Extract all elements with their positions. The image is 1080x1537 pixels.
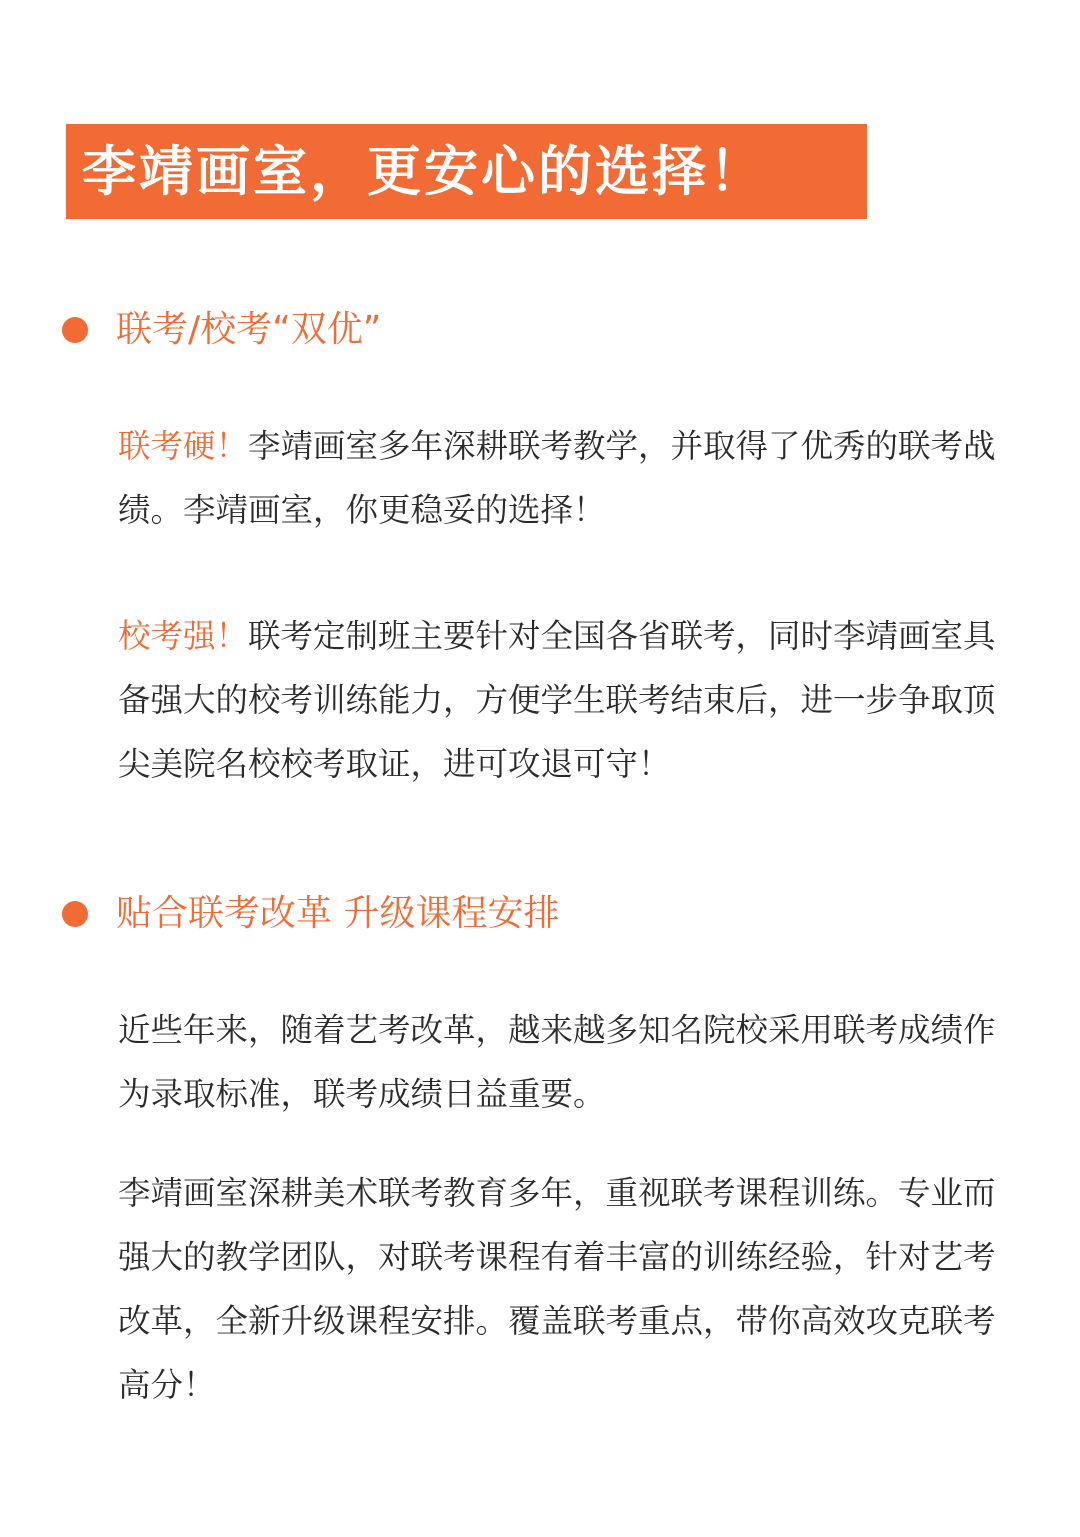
page-title: 李靖画室，更安心的选择！ xyxy=(82,139,766,203)
paragraph-text: 李靖画室多年深耕联考教学，并取得了优秀的联考战绩。李靖画室，你更稳妥的选择！ xyxy=(118,427,996,529)
bullet-dot-icon xyxy=(62,317,88,343)
paragraph-lead: 联考硬！ xyxy=(118,427,249,465)
paragraph xyxy=(118,1161,1018,1417)
section-heading-1 xyxy=(62,309,382,350)
paragraph xyxy=(118,414,1018,542)
section-title: 贴合联考改革 升级课程安排 xyxy=(116,893,560,934)
paragraph-lead: 校考强！ xyxy=(118,617,249,655)
paragraph xyxy=(118,998,1018,1126)
title-banner xyxy=(66,124,867,219)
section-heading-2 xyxy=(62,893,560,934)
paragraph-text: 近些年来，随着艺考改革，越来越多知名院校采用联考成绩作为录取标准，联考成绩日益重要。 xyxy=(118,1011,996,1113)
paragraph-text: 联考定制班主要针对全国各省联考，同时李靖画室具备强大的校考训练能力，方便学生联考结束后，进一步争取顶尖美院名校校考取证，进可攻退可守！ xyxy=(118,617,996,783)
bullet-dot-icon xyxy=(62,901,88,927)
section-title: 联考/校考“双优” xyxy=(116,309,382,350)
paragraph-text: 李靖画室深耕美术联考教育多年，重视联考课程训练。专业而强大的教学团队，对联考课程有着丰富的训练经验，针对艺考改革，全新升级课程安排。覆盖联考重点，带你高效攻克联考高分！ xyxy=(118,1174,996,1404)
paragraph xyxy=(118,604,1018,796)
